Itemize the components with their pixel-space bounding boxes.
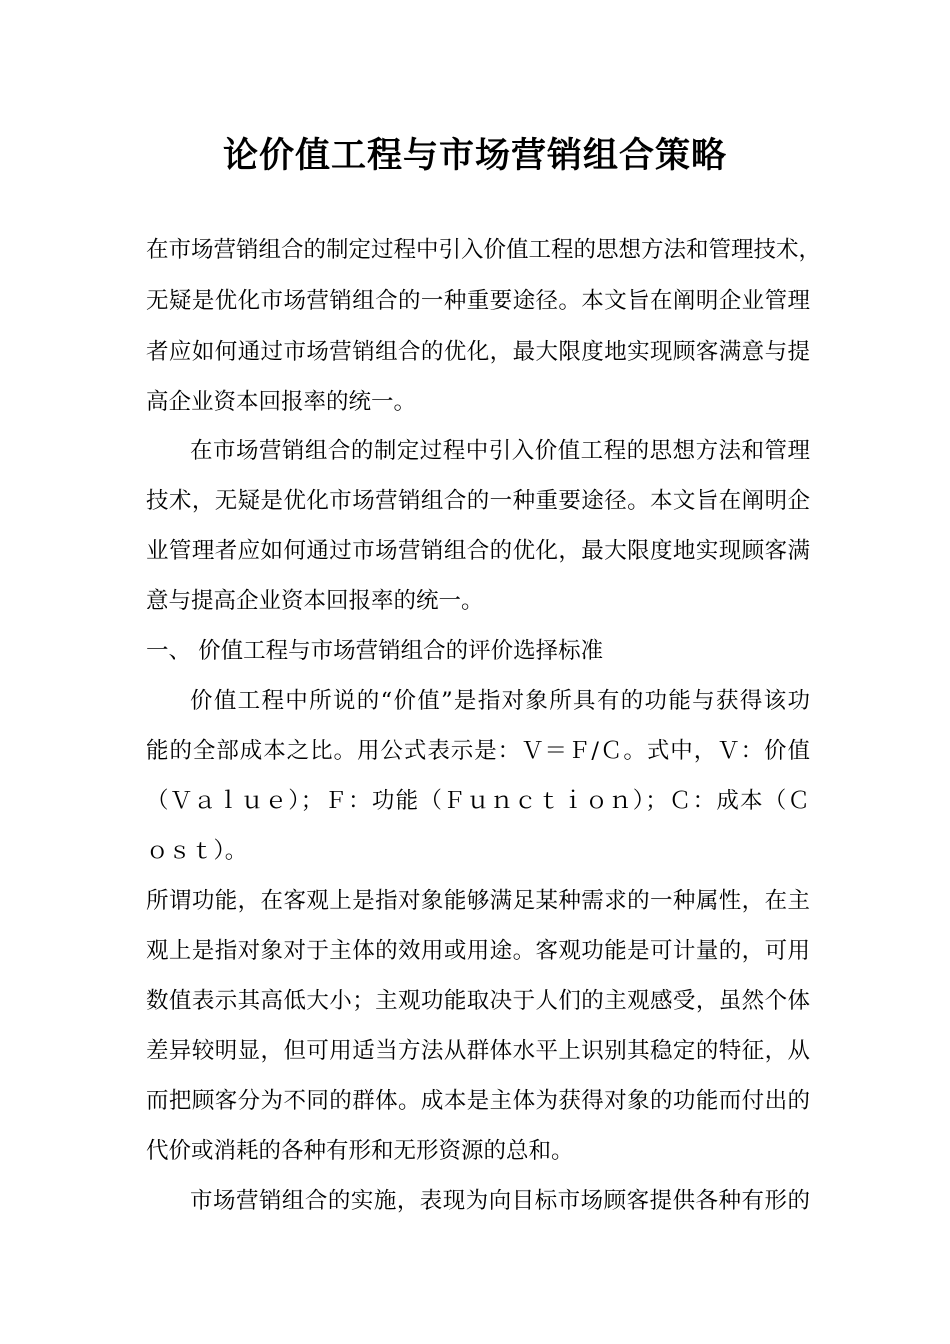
- paragraph-line: 数值表示其高低大小；主观功能取决于人们的主观感受，虽然个体: [146, 988, 810, 1014]
- paragraph-line: 在市场营销组合的制定过程中引入价值工程的思想方法和管理: [190, 438, 810, 464]
- paragraph-line: 观上是指对象对于主体的效用或用途。客观功能是可计量的，可用: [146, 938, 810, 964]
- paragraph-line: 业管理者应如何通过市场营销组合的优化，最大限度地实现顾客满: [146, 538, 810, 564]
- paragraph-line: 所谓功能，在客观上是指对象能够满足某种需求的一种属性，在主: [146, 888, 810, 914]
- paragraph-line: 价值工程中所说的“价值”是指对象所具有的功能与获得该功: [190, 688, 810, 714]
- paragraph-line: 技术，无疑是优化市场营销组合的一种重要途径。本文旨在阐明企: [146, 488, 810, 514]
- section-heading: 一、 价值工程与市场营销组合的评价选择标准: [146, 638, 604, 664]
- paragraph-line: 能的全部成本之比。用公式表示是：Ｖ＝Ｆ/Ｃ。式中，Ｖ：价值: [146, 738, 810, 764]
- paragraph-line: 代价或消耗的各种有形和无形资源的总和。: [146, 1138, 574, 1164]
- paragraph-line: （Ｖａｌｕｅ）；Ｆ：功能（Ｆｕｎｃｔｉｏｎ）；Ｃ：成本（Ｃ: [146, 788, 810, 814]
- paragraph-line: 意与提高企业资本回报率的统一。: [146, 588, 484, 614]
- paragraph-line: ｏｓｔ）。: [146, 838, 248, 864]
- paragraph-line: 市场营销组合的实施，表现为向目标市场顾客提供各种有形的: [190, 1188, 810, 1214]
- paragraph-line: 差异较明显，但可用适当方法从群体水平上识别其稳定的特征，从: [146, 1038, 810, 1064]
- paragraph-line: 在市场营销组合的制定过程中引入价值工程的思想方法和管理技术，: [146, 237, 822, 263]
- paragraph-line: 而把顾客分为不同的群体。成本是主体为获得对象的功能而付出的: [146, 1088, 810, 1114]
- document-title: 论价值工程与市场营销组合策略: [222, 135, 727, 176]
- paragraph-line: 高企业资本回报率的统一。: [146, 389, 417, 415]
- paragraph-line: 者应如何通过市场营销组合的优化，最大限度地实现顾客满意与提: [146, 339, 810, 365]
- paragraph-line: 无疑是优化市场营销组合的一种重要途径。本文旨在阐明企业管理: [146, 288, 810, 314]
